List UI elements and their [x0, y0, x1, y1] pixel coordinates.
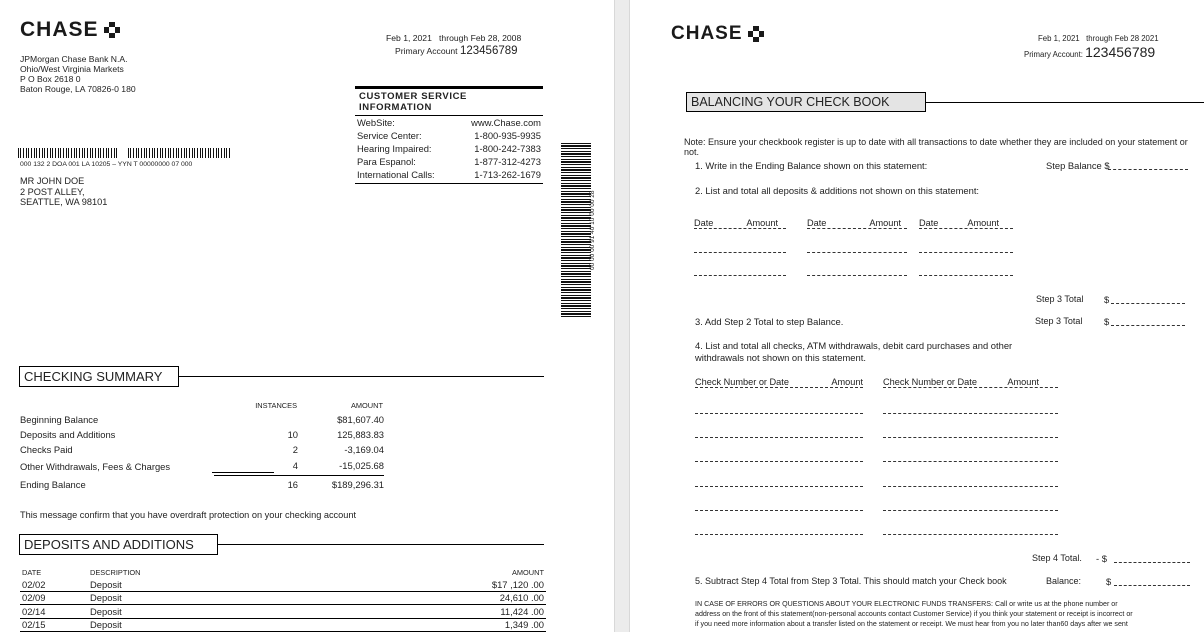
- chase-logo: [671, 23, 764, 45]
- bank-address: JPMorgan Chase Bank N.A. Ohio/West Virginia Markets P O Box 2618 0 Baton Rouge, LA 70826-0 180: [20, 54, 136, 94]
- deposit-entry-line[interactable]: [694, 252, 786, 253]
- statement-page-back: CHASE Feb 1, 2021 through Feb 28 2021 Primary Account: 123456789 BALANCING YOUR CHECK BOOK Note: Ensure your checkbook register is up to date with all transactions to date whether they are included on your statement or not. 1. Write in the Ending Balance shown on this statement: Step Balance $ 2. List and total all deposits & additions not shown on this statement: Date Amount Date Amount Date Amount Step 3 Total $ 3. Add Step 2 Total to step Balance. Step 3 Total $ 4. List and total all checks, ATM withdrawals, debit card purchases and other withdrawals not shown on this statement. Check Number or Date Amount Check Number or Date Amount Step 4 Total. - $ 5. Subtract Step 4 Total from Step 3 Total. This should match your Check book Balance: $ IN CASE OF ERRORS OR QUESTIONS ABOUT YOUR ELECTRONIC FUNDS TRANSFERS: Call or write us at the phone number or address on the front of this statement(non-personal accounts contact Customer Service) if you think your statement or receipt is incorrect or if you need more information about a transfer listed on the statement or receipt. We must hear from you no later than60 days after we sent: [630, 0, 1204, 632]
- check-column-header: Check Number or Date Amount: [883, 377, 1058, 388]
- checking-summary-title: CHECKING SUMMARY: [19, 366, 179, 387]
- deposit-entry-line[interactable]: [807, 252, 907, 253]
- chase-logo: [20, 18, 120, 42]
- check-entry-line[interactable]: [695, 413, 863, 414]
- check-entry-line[interactable]: [883, 461, 1058, 462]
- step3-total-blank[interactable]: [1111, 325, 1185, 326]
- service-row-center: Service Center: 1-800-935-9935: [357, 130, 541, 141]
- service-row-espanol: Para Espanol: 1-877-312-4273: [357, 156, 541, 167]
- step2-text: 2. List and total all deposits & additions not shown on this statement:: [695, 185, 980, 196]
- check-column-header: Check Number or Date Amount: [695, 377, 863, 387]
- deposit-row: 02/14 Deposit 11,424 .00: [22, 605, 544, 617]
- customer-address: MR JOHN DOE 2 POST ALLEY, SEATTLE, WA 98101: [20, 176, 108, 207]
- deposit-column-header: Date Amount: [807, 218, 907, 229]
- deposits-title: DEPOSITS AND ADDITIONS: [19, 534, 218, 555]
- deposit-row: 02/09 Deposit 24,610 .00: [22, 592, 544, 604]
- logo-text: CHASE: [20, 18, 99, 41]
- check-entry-line[interactable]: [883, 437, 1058, 438]
- deposit-entry-line[interactable]: [807, 275, 907, 276]
- step2-total-label: Step 3 Total: [1036, 294, 1084, 304]
- summary-row: Other Withdrawals, Fees & Charges 4 -15,025.68: [20, 460, 384, 472]
- total-rule: [212, 472, 274, 473]
- errors-notice: IN CASE OF ERRORS OR QUESTIONS ABOUT YOUR ELECTRONIC FUNDS TRANSFERS: Call or write us at the phone number or address on the front of this statement(non-personal accounts contact Customer Service) if you think your statement or receipt is incorrect or if you need more information about a transfer listed on the statement or receipt. We must hear from you no later than60 days after we sent: [695, 600, 1133, 628]
- step4-total-label: Step 4 Total.: [1032, 553, 1082, 563]
- step4-total-blank[interactable]: [1114, 562, 1190, 563]
- mail-barcode: [128, 148, 232, 158]
- logo-text: CHASE: [671, 23, 743, 44]
- service-row-international: International Calls: 1-713-262-1679: [357, 169, 541, 180]
- barcode-caption: 000 132 2 DOA 001 LA 10205 – YYN T 00000000 07 000: [20, 161, 193, 168]
- deposit-column-header: Date Amount: [694, 218, 786, 229]
- step3-total-label: Step 3 Total: [1035, 316, 1083, 326]
- summary-row: Beginning Balance $81,607.40: [20, 414, 384, 425]
- deposit-entry-line[interactable]: [919, 252, 1013, 253]
- service-row-website: WebSite: www.Chase.com: [357, 117, 541, 128]
- note-text: Note: Ensure your checkbook register is up to date with all transactions to date whether they are included on your statement or not.: [684, 137, 1188, 157]
- summary-row: Checks Paid 2 -3,169.04: [20, 444, 384, 455]
- primary-account: Primary Account: 123456789: [1024, 44, 1156, 60]
- check-entry-line[interactable]: [883, 534, 1058, 535]
- amount-header: AMOUNT: [350, 400, 383, 410]
- vertical-barcode-text: 00 00 00 91 40 10 00 00 28: [589, 190, 596, 270]
- customer-service-box: [355, 86, 543, 184]
- step1-balance-label: Step Balance $: [1046, 160, 1110, 171]
- deposit-row: 02/15 Deposit 1,349 .00: [22, 619, 544, 631]
- overdraft-message: This message confirm that you have overdraft protection on your checking account: [20, 510, 357, 520]
- step4-text: 4. List and total all checks, ATM withdrawals, debit card purchases and other withdrawals not shown on this statement.: [695, 340, 1013, 363]
- deposit-entry-line[interactable]: [919, 275, 1013, 276]
- checking-summary-table: [20, 398, 384, 494]
- step3-text: 3. Add Step 2 Total to step Balance.: [695, 316, 844, 327]
- statement-period: Feb 1, 2021 through Feb 28, 2008: [386, 33, 522, 43]
- step5-text: 5. Subtract Step 4 Total from Step 3 Total. This should match your Check book: [695, 576, 1007, 586]
- step1-text: 1. Write in the Ending Balance shown on this statement:: [695, 160, 928, 171]
- summary-row: Deposits and Additions 10 125,883.83: [20, 429, 384, 440]
- deposit-column-header: Date Amount: [919, 218, 1013, 229]
- customer-service-title: CUSTOMER SERVICE INFORMATION: [355, 89, 543, 116]
- check-entry-line[interactable]: [695, 461, 863, 462]
- summary-header-row: [20, 398, 384, 412]
- service-row-hearing: Hearing Impaired: 1-800-242-7383: [357, 143, 541, 154]
- check-entry-line[interactable]: [695, 437, 863, 438]
- account-number: 123456789: [459, 45, 518, 57]
- check-entry-line[interactable]: [883, 413, 1058, 414]
- vertical-barcode: [561, 143, 591, 319]
- statement-period: Feb 1, 2021 through Feb 28 2021: [1038, 34, 1159, 43]
- page-gutter: [614, 0, 630, 632]
- deposits-table: [20, 566, 546, 632]
- final-balance-blank[interactable]: [1114, 585, 1190, 586]
- balance-label: Balance:: [1046, 576, 1082, 586]
- mail-barcode: [18, 148, 118, 158]
- chase-octagon-icon: [104, 22, 120, 38]
- check-entry-line[interactable]: [695, 486, 863, 487]
- check-entry-line[interactable]: [883, 510, 1058, 511]
- deposit-entry-line[interactable]: [694, 275, 786, 276]
- step2-total-blank[interactable]: [1111, 303, 1185, 304]
- deposit-row: 02/02 Deposit $17 ,120 .00: [22, 578, 544, 590]
- check-entry-line[interactable]: [695, 534, 863, 535]
- check-entry-line[interactable]: [695, 510, 863, 511]
- account-number: 123456789: [1085, 44, 1156, 60]
- check-entry-line[interactable]: [883, 486, 1058, 487]
- chase-octagon-icon: [748, 26, 764, 42]
- primary-account: Primary Account 123456789: [395, 45, 518, 57]
- summary-total-row: Ending Balance 16 $189,296.31: [20, 475, 384, 494]
- step1-blank[interactable]: [1108, 169, 1188, 170]
- deposits-header-row: DATE DESCRIPTION AMOUNT: [22, 567, 544, 577]
- website-link[interactable]: www.Chase.com: [471, 117, 541, 128]
- balancing-title: BALANCING YOUR CHECK BOOK: [686, 92, 926, 112]
- instances-header: INSTANCES: [255, 400, 297, 410]
